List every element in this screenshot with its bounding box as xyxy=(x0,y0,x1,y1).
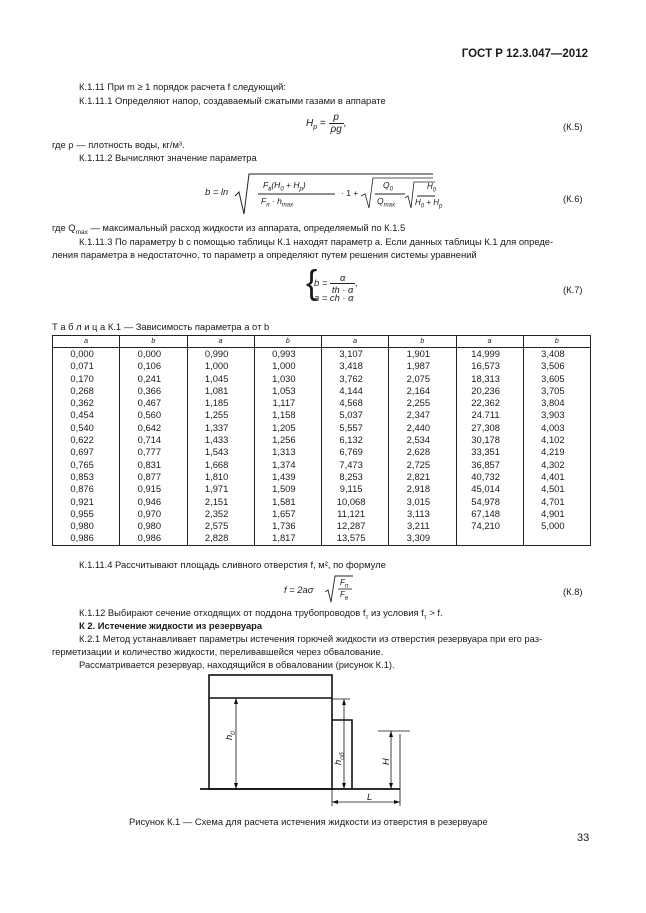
table-header-cell: b xyxy=(389,336,456,348)
table-cell: 0,170 xyxy=(53,373,120,385)
equation-number-k6: (К.6) xyxy=(563,193,583,204)
table-cell: 2,255 xyxy=(389,397,456,409)
page-number: 33 xyxy=(577,832,590,844)
table-cell: 4,701 xyxy=(523,496,590,508)
paragraph-k1-11-3: К.1.11.3 По параметру b с помощью таблицы К.1 находят параметр а. Если данных таблицы К.1 для опреде- xyxy=(79,236,554,247)
table-k1 xyxy=(52,335,591,546)
table-row xyxy=(53,409,591,421)
table-cell: 4,302 xyxy=(523,459,590,471)
table-cell: 3,113 xyxy=(389,508,456,520)
table-cell: 67,148 xyxy=(456,508,523,520)
table-cell: 0,454 xyxy=(53,409,120,421)
figure-k1-diagram xyxy=(200,672,430,812)
table-cell: 3,903 xyxy=(523,409,590,421)
table-cell: 2,628 xyxy=(389,446,456,458)
table-cell: 1,433 xyxy=(187,434,254,446)
table-cell: 1,668 xyxy=(187,459,254,471)
table-cell: 0,000 xyxy=(53,348,120,361)
paragraph-k1-11-3-cont: ления параметра в недостаточно, то параметр а определяют путем решения системы уравнений xyxy=(52,249,477,260)
table-cell: 2,575 xyxy=(187,520,254,532)
table-cell: 0,777 xyxy=(120,446,187,458)
table-cell: 0,990 xyxy=(187,348,254,361)
paragraph-rho: где ρ — плотность воды, кг/м³. xyxy=(52,139,185,150)
table-cell: 3,418 xyxy=(322,360,389,372)
table-row xyxy=(53,360,591,372)
table-cell: 0,921 xyxy=(53,496,120,508)
table-cell: 5,000 xyxy=(523,520,590,532)
table-cell: 3,015 xyxy=(389,496,456,508)
paragraph-k1-11-1: К.1.11.1 Определяют напор, создаваемый сжатыми газами в аппарате xyxy=(79,95,386,106)
table-cell: 2,151 xyxy=(187,496,254,508)
paragraph-k2-1-figure-ref: Рассматривается резервуар, находящийся в обваловании (рисунок К.1). xyxy=(79,659,395,670)
table-cell: 54,978 xyxy=(456,496,523,508)
radical-sign xyxy=(235,172,435,216)
label-hob: $h_{об}$ xyxy=(332,752,346,765)
table-cell: 12,287 xyxy=(322,520,389,532)
table-cell: 0,877 xyxy=(120,471,187,483)
table-cell: 4,501 xyxy=(523,483,590,495)
table-cell: 3,705 xyxy=(523,385,590,397)
table-cell: 4,003 xyxy=(523,422,590,434)
table-row xyxy=(53,385,591,397)
table-header-cell: a xyxy=(187,336,254,348)
table-cell: 2,821 xyxy=(389,471,456,483)
table-cell: 1,081 xyxy=(187,385,254,397)
table-cell: 0,955 xyxy=(53,508,120,520)
table-cell: 2,918 xyxy=(389,483,456,495)
table-cell: 1,543 xyxy=(187,446,254,458)
table-cell: 0,241 xyxy=(120,373,187,385)
table-cell: 3,762 xyxy=(322,373,389,385)
table-row xyxy=(53,422,591,434)
table-cell: 0,831 xyxy=(120,459,187,471)
table-cell: 16,573 xyxy=(456,360,523,372)
table-cell: 1,045 xyxy=(187,373,254,385)
table-cell: 4,219 xyxy=(523,446,590,458)
table-cell: 1,810 xyxy=(187,471,254,483)
table-cell xyxy=(523,532,590,545)
table-row xyxy=(53,471,591,483)
table-row xyxy=(53,348,591,361)
table-cell: 1,509 xyxy=(254,483,321,495)
table-row xyxy=(53,483,591,495)
table-cell: 0,467 xyxy=(120,397,187,409)
table-cell: 1,000 xyxy=(254,360,321,372)
table-cell xyxy=(456,532,523,545)
table-cell: 0,622 xyxy=(53,434,120,446)
equation-number-k5: (К.5) xyxy=(563,121,583,132)
table-title: Т а б л и ц а К.1 — Зависимость параметра а от b xyxy=(52,321,270,332)
table-cell: 1,901 xyxy=(389,348,456,361)
system-brace: { xyxy=(306,264,318,302)
table-cell: 20,236 xyxy=(456,385,523,397)
table-cell: 1,255 xyxy=(187,409,254,421)
equation-number-k8: (К.8) xyxy=(563,586,583,597)
table-cell: 2,347 xyxy=(389,409,456,421)
table-cell: 1,971 xyxy=(187,483,254,495)
paragraph-qmax: где $Q_{max}$ — максимальный расход жидкости из аппарата, определяемый по К.1.5 xyxy=(52,222,406,236)
label-H: H xyxy=(380,758,391,765)
table-cell: 6,769 xyxy=(322,446,389,458)
table-cell: 4,401 xyxy=(523,471,590,483)
table-row xyxy=(53,434,591,446)
table-cell: 1,374 xyxy=(254,459,321,471)
table-cell: 1,337 xyxy=(187,422,254,434)
table-cell: 1,158 xyxy=(254,409,321,421)
table-cell: 2,164 xyxy=(389,385,456,397)
figure-caption: Рисунок К.1 — Схема для расчета истечения жидкости из отверстия в резервуаре xyxy=(129,816,488,827)
paragraph-k1-11: К.1.11 При m ≥ 1 порядок расчета f следующий: xyxy=(79,81,287,92)
table-cell: 30,178 xyxy=(456,434,523,446)
table-cell: 4,102 xyxy=(523,434,590,446)
table-cell: 0,362 xyxy=(53,397,120,409)
table-cell: 74,210 xyxy=(456,520,523,532)
table-cell: 0,642 xyxy=(120,422,187,434)
label-L: L xyxy=(367,791,373,802)
table-cell: 1,205 xyxy=(254,422,321,434)
table-row xyxy=(53,397,591,409)
table-header-cell: a xyxy=(322,336,389,348)
table-cell: 1,987 xyxy=(389,360,456,372)
section-heading-k2: К 2. Истечение жидкости из резервуара xyxy=(79,620,263,631)
table-cell: 1,817 xyxy=(254,532,321,545)
table-cell: 0,366 xyxy=(120,385,187,397)
table-cell: 7,473 xyxy=(322,459,389,471)
table-cell: 0,697 xyxy=(53,446,120,458)
table-row xyxy=(53,520,591,532)
paragraph-k1-12: К.1.12 Выбирают сечение отходящих от поддона трубопроводов $f_т$ из условия $f_т > f$. xyxy=(79,607,443,621)
table-row xyxy=(53,446,591,458)
paragraph-k1-11-4: К.1.11.4 Рассчитывают площадь сливного отверстия f, м², по формуле xyxy=(79,559,386,570)
table-cell: 14,999 xyxy=(456,348,523,361)
table-cell: 1,581 xyxy=(254,496,321,508)
equation-number-k7: (К.7) xyxy=(563,284,583,295)
equation-k8: f = 2aσ $F_п$ $F_в$ xyxy=(284,574,384,604)
table-cell: 1,736 xyxy=(254,520,321,532)
table-cell: 1,657 xyxy=(254,508,321,520)
table-row xyxy=(53,508,591,520)
table-cell: 18,313 xyxy=(456,373,523,385)
table-cell: 8,253 xyxy=(322,471,389,483)
table-cell: 2,725 xyxy=(389,459,456,471)
table-cell: 2,440 xyxy=(389,422,456,434)
table-cell: 27,308 xyxy=(456,422,523,434)
table-header-cell: b xyxy=(120,336,187,348)
table-cell: 4,901 xyxy=(523,508,590,520)
table-cell: 3,309 xyxy=(389,532,456,545)
table-cell: 2,352 xyxy=(187,508,254,520)
table-cell: 0,714 xyxy=(120,434,187,446)
table-cell: 0,071 xyxy=(53,360,120,372)
table-cell: 0,980 xyxy=(120,520,187,532)
table-cell: 33,351 xyxy=(456,446,523,458)
table-cell: 5,557 xyxy=(322,422,389,434)
table-cell: 0,915 xyxy=(120,483,187,495)
paragraph-k2-1: К.2.1 Метод устанавливает параметры истечения горючей жидкости из отверстия резервуара при его раз- xyxy=(79,633,543,644)
table-cell: 1,117 xyxy=(254,397,321,409)
table-cell: 22,362 xyxy=(456,397,523,409)
table-cell: 4,568 xyxy=(322,397,389,409)
table-cell: 0,970 xyxy=(120,508,187,520)
table-cell: 0,000 xyxy=(120,348,187,361)
table-row xyxy=(53,373,591,385)
table-cell: 3,605 xyxy=(523,373,590,385)
table-cell: 24.711 xyxy=(456,409,523,421)
table-header-cell: a xyxy=(53,336,120,348)
table-cell: 1,053 xyxy=(254,385,321,397)
table-cell: 1,030 xyxy=(254,373,321,385)
table-cell: 36,857 xyxy=(456,459,523,471)
table-cell: 0,986 xyxy=(53,532,120,545)
table-cell: 0,980 xyxy=(53,520,120,532)
paragraph-k1-11-2: К.1.11.2 Вычисляют значение параметра xyxy=(79,152,257,163)
table-cell: 0,540 xyxy=(53,422,120,434)
table-cell: 2,534 xyxy=(389,434,456,446)
table-cell: 1,185 xyxy=(187,397,254,409)
table-cell: 1,000 xyxy=(187,360,254,372)
label-h0: $h_0$ xyxy=(223,731,237,740)
table-cell: 0,946 xyxy=(120,496,187,508)
table-cell: 1,313 xyxy=(254,446,321,458)
table-cell: 3,408 xyxy=(523,348,590,361)
table-cell: 0,986 xyxy=(120,532,187,545)
paragraph-k2-1-cont: герметизации и количество жидкости, переливавшейся через обвалование. xyxy=(52,646,384,657)
table-cell: 1,256 xyxy=(254,434,321,446)
table-cell: 11,121 xyxy=(322,508,389,520)
table-header-cell: a xyxy=(456,336,523,348)
table-cell: 3,506 xyxy=(523,360,590,372)
table-cell: 45,014 xyxy=(456,483,523,495)
table-cell: 9,115 xyxy=(322,483,389,495)
table-cell: 0,765 xyxy=(53,459,120,471)
table-row xyxy=(53,532,591,545)
table-cell: 40,732 xyxy=(456,471,523,483)
table-cell: 13,575 xyxy=(322,532,389,545)
table-cell: 1,439 xyxy=(254,471,321,483)
table-cell: 10,068 xyxy=(322,496,389,508)
table-cell: 3,211 xyxy=(389,520,456,532)
equation-k5: $H_р$ = $\frac{p}{\rho g}$ , xyxy=(306,112,347,135)
document-header: ГОСТ Р 12.3.047—2012 xyxy=(461,48,588,60)
table-header-cell: b xyxy=(523,336,590,348)
table-cell: 0,106 xyxy=(120,360,187,372)
table-row xyxy=(53,496,591,508)
equation-k6: b = ln $F_в(H_0 + H_р)$ $F_п \cdot h_{max}$ · 1 + $Q_0$ $Q_{max}$ $H_0$ $H_0 + H_р$ xyxy=(205,172,435,216)
table-cell: 6,132 xyxy=(322,434,389,446)
table-cell: 2,828 xyxy=(187,532,254,545)
table-row xyxy=(53,459,591,471)
table-cell: 0,268 xyxy=(53,385,120,397)
table-cell: 0,560 xyxy=(120,409,187,421)
table-header-row xyxy=(53,336,591,348)
table-cell: 5,037 xyxy=(322,409,389,421)
table-header-cell: b xyxy=(254,336,321,348)
table-cell: 4,144 xyxy=(322,385,389,397)
table-cell: 0,993 xyxy=(254,348,321,361)
table-cell: 3,804 xyxy=(523,397,590,409)
table-cell: 2,075 xyxy=(389,373,456,385)
table-cell: 0,876 xyxy=(53,483,120,495)
table-cell: 3,107 xyxy=(322,348,389,361)
table-cell: 0,853 xyxy=(53,471,120,483)
